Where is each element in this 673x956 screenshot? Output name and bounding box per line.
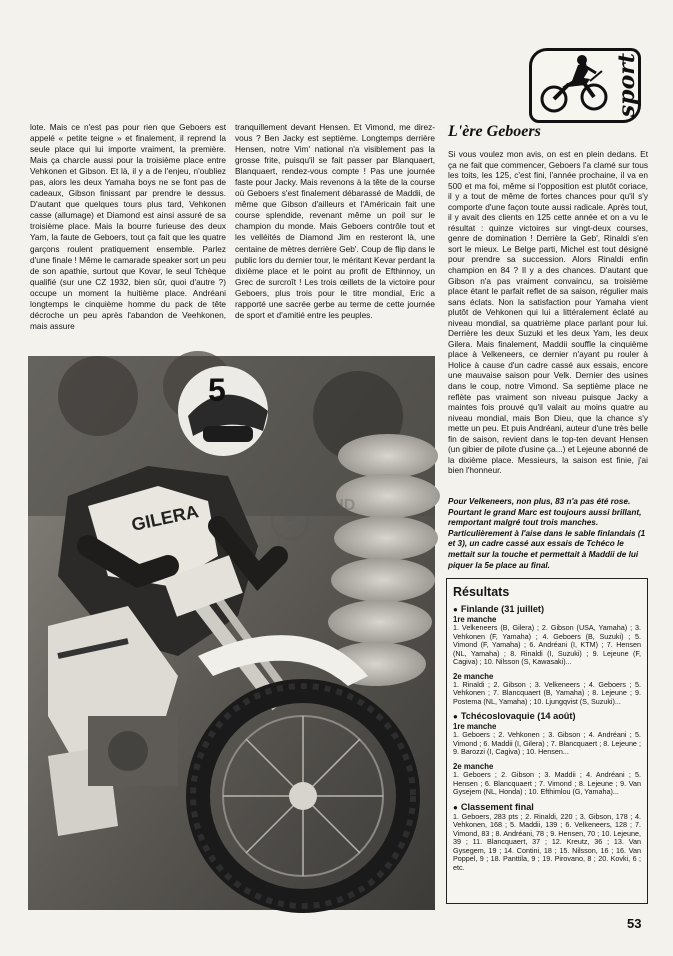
article-column-1: lote. Mais ce n'est pas pour rien que Geboers est appelé « petite teigne » et finalement, il reprend la seule place qui lui importe vraiment, la première. Mais ça charcle aussi pour la troisième place entre Vehkonen et Gibson. Et là, il y a de l'enjeu, n'oubliez pas, alors les deux Yamaha boys ne se font pas de cadeaux, Gibson finissant par prendre le dessus. D'autant que quelques tours plus tard, Vehkonen casse (allumage) et Diamond est ainsi assuré de sa troisième place. Mais la bourre furieuse des deux Yam, la faute de Geboers, tout ça fait que les quatre garçons roulent pratiquement ensemble. Parlez d'une finale ! Même le camarade speaker sort un peu de son apathie, surtout que Kovar, le seul Tchèque qualifié (sur une CZ 1932, bien sûr, quoi d'autre ?) occupe un moment la huitième place. Andréani longtemps le cinquième homme du pack de tête décroche un peu après l'abandon de Veehkonen, mais assure: [30, 122, 226, 331]
article-column-2: tranquillement devant Hensen. Et Vimond, me direz-vous ? Ben Jacky est septième. Longtemps derrière Hensen, notre Vim' national n'a visiblement pas la grosse frite, puisqu'il se fait passer par Blanquaert, Blanquaert, rendez-vous compte ! Pas une journée faste pour Jacky. Mais revenons à la tête de la course où Geboers s'est finalement débarassé de Maddii, de même que Gibson d'ailleurs et l'Américain fait une course splendide, revenant même un poil sur le champion du monde. Mais Geboers contrôle tout et les velléités de Diamond Jim en resteront là, une centaine de mètres derrière Geb'. Coup de flip dans le public lors du dernier tour, le méritant Kevar perdant la dixième place et le point au profit de Efthinnoy, un Grec de surcroît ! Les trois œillets de la victoire pour Geboers, plus trois pour le titre mondial, Eric a rapporté une sacrée gerbe au terme de cette journée de sport et d'amitié entre les peuples.: [235, 122, 435, 320]
results-box: [446, 578, 648, 904]
stage-title: ● Classement final: [453, 802, 641, 813]
sport-section-logo: [529, 48, 641, 123]
watermark-logo: [270, 488, 356, 554]
manche-results: 1. Geboers ; 2. Gibson ; 3. Maddii ; 4. Andréani ; 5. Hensen ; 6. Blancquaert ; 7. Vimond ; 8. Lejeune ; 9. Van Gysejem (NL, Honda) ; 10. Efthimlou (G, Yamaha)...: [453, 770, 641, 797]
jersey-brand: GILERA: [129, 501, 201, 535]
manche-title: 2e manche: [453, 671, 494, 681]
motocross-photo: [28, 356, 435, 910]
section-heading: L'ère Geboers: [448, 123, 541, 140]
stage-title: ● Tchécoslovaquie (14 août): [453, 711, 641, 722]
results-title: Résultats: [453, 585, 510, 599]
manche-title: 1re manche: [453, 615, 497, 624]
stage-finland: [453, 604, 641, 706]
manche-results: 1. Rinaldi ; 2. Gibson ; 3. Velkeneers ; 4. Geboers ; 5. Vehkonen ; 7. Blancquaert (B, Yamaha) ; 8. Lejeune ; 9. Postema (NL, Yamaha) ; 10. Ljungqvist (S, Suzuki)...: [453, 679, 641, 706]
stage-czech: [453, 711, 641, 796]
svg-text:LGHD: LGHD: [310, 497, 356, 514]
article-column-3: Si vous voulez mon avis, on est en plein dedans. Et ça ne fait que commencer, Geboers l'a clamé sur tous les toits, les 125, c'est fini, l'année prochaine, il va en 500 et ma foi, même si l'opposition est plutôt coriace, il y a tout de même de fortes chances pour qu'il s'y comporte d'une façon toute aussi radicale. Après tout, il y avait des clients en 125 cette année et on a vu le résultat : quinze victoires sur vingt-deux courses, genre de domination ! Derrière la Geb', Rinaldi s'en sort le mieux. Le Belge parti, Michel est tout désigné pour prendre sa succession. Alors Rinaldi enfin champion en 84 ? Il y a des chances. D'autant que Gibson n'a pas vraiment convaincu, sa troisième place étant le parfait reflet de sa saison, régulier mais sans éclats. Non la satisfaction pour Yamaha vient plutôt de Vehkonen qui lui a littéralement éclaté au niveau mondial, sa quatrième place parlant pour lui. Derrière les deux Suzuki et les deux Yam, les deux Gilera. Mais finalement, Maddii souffle la cinquième place à Velkeneers, ce dernier n'ayant pu rouler à Holice à cause d'un cadre cassé aux essais, encore une mauvaise saison pour Velk. Dernier des usines dans le coup, notre Vimond. Sa septième place ne reflète pas vraiment son niveau puisque Jacky a maintes fois prouvé qu'il valait au moins quatre au niveau mondial, mais Bon Dieu, que la chance s'y mette un peu. Et puis Andréani, auteur d'une très belle fin de saison, revient dans le top-ten devant Hensen (un gibier de pilote d'usine ça...) et Lejeune abonné de la dixième place. Messieurs, la saison est finie, j'ai bien l'honneur.: [448, 149, 648, 476]
stage-title: ● Finlande (31 juillet): [453, 604, 641, 615]
manche-title: 2e manche: [453, 762, 494, 772]
manche-results: 1. Geboers ; 2. Vehkonen ; 3. Gibson ; 4. Andréani ; 5. Vimond ; 6. Maddii (I, Gilera) ; 7. Blancquaert ; 8. Lejeune ; 9. Barozzi (I, Cagiva) ; 10. Hensen...: [453, 730, 641, 757]
final-standings: 1. Geboers, 283 pts ; 2. Rinaldi, 220 ; 3. Gibson, 178 ; 4. Vehkonen, 168 ; 5. Maddii, 139 ; 6. Velkeneers, 128 ; 7. Vimond, 83 ; 8. Andréani, 78 ; 9. Hensen, 70 ; 10. Lejeune, 39 ; 11. Blancquaert, 37 ; 12. Kreutz, 36 ; 13. Van Gysegem, 19 ; 14. Contini, 18 ; 15. Nilsson, 16 ; 16. Van Poppel, 9 ; 18. Panttila, 9 ; 19. Pirovano, 8 ; 20. Kovki, 6 ; etc.: [453, 811, 641, 872]
rider-number: 5: [208, 372, 226, 408]
manche-results: 1. Velkeneers (B, Gilera) ; 2. Gibson (USA, Yamaha) ; 3. Vehkonen (F, Yamaha) ; 4. Geboers (B, Suzuki) ; 5. Vimond (F, Yamaha) ; 6. Andréani (I, KTM) ; 7. Hensen (NL, Yamaha) ; 8. Rinaldi (I, Suzuki) ; 9. Lejeune (F, Cagiva) ; 10. Nilsson (S, Kawasaki)...: [453, 623, 641, 667]
page-number: 53: [627, 916, 642, 931]
manche-title: 1re manche: [453, 722, 497, 732]
photo-caption: Pour Velkeneers, non plus, 83 n'a pas été rose. Pourtant le grand Marc est toujours aussi brillant, remportant malgré tout trois manches. Particulièrement à l'aise dans le sable finlandais (1 et 3), un cadre cassé aux essais de Tchéco le mettait sur la touche et permettait à Maddii de lui piquer la 5e place au final.: [448, 497, 646, 570]
sport-logo-word: sport: [614, 53, 640, 118]
stage-final: [453, 802, 641, 873]
